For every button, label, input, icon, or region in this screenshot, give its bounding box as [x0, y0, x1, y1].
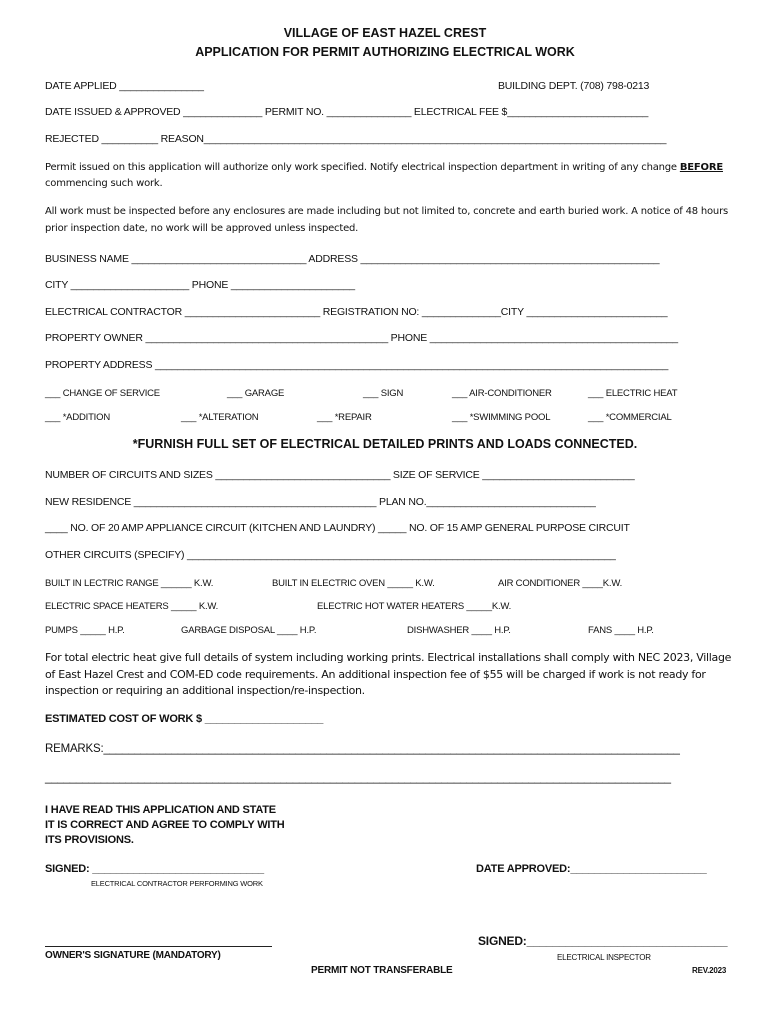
statement-line-3: ITS PROVISIONS.: [45, 834, 134, 846]
date-issued-row[interactable]: DATE ISSUED & APPROVED ______________ PERMIT NO. _______________ ELECTRICAL FEE $_________________________: [45, 106, 649, 118]
property-address-field[interactable]: PROPERTY ADDRESS ___________________________________________________________________________________________: [45, 359, 669, 371]
permit-notice: Permit issued on this application will authorize only work specified. Notify electrical inspection department in writing of any change BEFORE commencing such work.: [45, 162, 723, 189]
air-conditioner-kw-field[interactable]: AIR CONDITIONER ____K.W.: [498, 578, 623, 589]
inspector-caption: ELECTRICAL INSPECTOR: [557, 953, 651, 962]
check-electric-heat[interactable]: ___ ELECTRIC HEAT: [588, 388, 678, 399]
electrical-contractor-field[interactable]: ELECTRICAL CONTRACTOR ________________________ REGISTRATION NO: ______________CITY _________________________: [45, 306, 668, 318]
remarks-line-2[interactable]: _____________________________________________________________________________________________________: [45, 772, 671, 784]
property-owner-field[interactable]: PROPERTY OWNER ___________________________________________ PHONE ____________________________________________: [45, 332, 678, 344]
city-phone-field[interactable]: CITY _____________________ PHONE ______________________: [45, 279, 355, 291]
owner-signature-label: OWNER'S SIGNATURE (MANDATORY): [45, 950, 221, 961]
check-addition[interactable]: ___ *ADDITION: [45, 412, 110, 423]
not-transferable-notice: PERMIT NOT TRANSFERABLE: [311, 965, 453, 976]
furnish-prints-heading: *FURNISH FULL SET OF ELECTRICAL DETAILED PRINTS AND LOADS CONNECTED.: [132, 437, 638, 451]
date-approved-field[interactable]: DATE APPROVED:_______________________: [476, 863, 707, 875]
remarks-field[interactable]: REMARKS:_____________________________________________________________________________________________: [45, 743, 680, 755]
check-garage[interactable]: ___ GARAGE: [227, 388, 285, 399]
rejected-row[interactable]: REJECTED __________ REASON__________________________________________________________________________________: [45, 133, 667, 145]
date-applied-field[interactable]: DATE APPLIED _______________: [45, 80, 204, 92]
statement-line-2: IT IS CORRECT AND AGREE TO COMPLY WITH: [45, 819, 285, 831]
business-name-field[interactable]: BUSINESS NAME _______________________________ ADDRESS _____________________________________________________: [45, 253, 660, 265]
space-heaters-field[interactable]: ELECTRIC SPACE HEATERS _____ K.W.: [45, 601, 219, 612]
before-emphasis: BEFORE: [679, 162, 723, 173]
contractor-signature-caption: ELECTRICAL CONTRACTOR PERFORMING WORK: [91, 879, 263, 888]
other-circuits-field[interactable]: OTHER CIRCUITS (SPECIFY) ____________________________________________________________________________: [45, 549, 616, 561]
amp-circuits-field[interactable]: ____ NO. OF 20 AMP APPLIANCE CIRCUIT (KITCHEN AND LAUNDRY) _____ NO. OF 15 AMP GENERAL PURPOSE CIRCUIT: [45, 522, 630, 534]
new-residence-field[interactable]: NEW RESIDENCE ___________________________________________ PLAN NO.______________________________: [45, 496, 596, 508]
circuits-sizes-field[interactable]: NUMBER OF CIRCUITS AND SIZES _______________________________ SIZE OF SERVICE ___________________________: [45, 469, 635, 481]
estimated-cost-field[interactable]: ESTIMATED COST OF WORK $ ____________________: [45, 713, 324, 725]
dishwasher-field[interactable]: DISHWASHER ____ H.P.: [407, 625, 511, 636]
check-sign[interactable]: ___ SIGN: [363, 388, 404, 399]
revision-label: REV.2023: [692, 966, 727, 975]
check-alteration[interactable]: ___ *ALTERATION: [181, 412, 259, 423]
check-change-of-service[interactable]: ___ CHANGE OF SERVICE: [45, 388, 160, 399]
inspection-notice: All work must be inspected before any enclosures are made including but not limited to, concrete and earth buried work. A notice of 48 hours prior inspection date, no work will be approved unless inspected.: [45, 206, 728, 234]
hot-water-heaters-field[interactable]: ELECTRIC HOT WATER HEATERS _____K.W.: [317, 601, 512, 612]
form-title: APPLICATION FOR PERMIT AUTHORIZING ELECTRICAL WORK: [195, 45, 575, 59]
pumps-field[interactable]: PUMPS _____ H.P.: [45, 625, 125, 636]
electric-oven-field[interactable]: BUILT IN ELECTRIC OVEN _____ K.W.: [272, 578, 435, 589]
electric-heat-notice: For total electric heat give full details of system including working prints. Electrical installations shall comply with NEC 2023, Village of East Hazel Crest and COM-ED code requirements. An additional inspection fee of $55 will be charged if work is not ready for inspection or requiring an additional inspection/re-inspection.: [45, 651, 732, 697]
garbage-disposal-field[interactable]: GARBAGE DISPOSAL ____ H.P.: [181, 625, 317, 636]
inspector-signature-field[interactable]: SIGNED:_______________________________: [478, 934, 728, 948]
electric-range-field[interactable]: BUILT IN LECTRIC RANGE ______ K.W.: [45, 578, 214, 589]
check-air-conditioner[interactable]: ___ AIR-CONDITIONER: [452, 388, 552, 399]
village-title: VILLAGE OF EAST HAZEL CREST: [283, 26, 487, 40]
check-repair[interactable]: ___ *REPAIR: [317, 412, 372, 423]
check-swimming-pool[interactable]: ___ *SWIMMING POOL: [452, 412, 551, 423]
owner-signature-line[interactable]: [45, 946, 272, 947]
contractor-signature-field[interactable]: SIGNED: _____________________________: [45, 863, 264, 875]
check-commercial[interactable]: ___ *COMMERCIAL: [588, 412, 672, 423]
fans-field[interactable]: FANS ____ H.P.: [588, 625, 654, 636]
building-dept-phone: BUILDING DEPT. (708) 798-0213: [498, 80, 650, 92]
statement-line-1: I HAVE READ THIS APPLICATION AND STATE: [45, 804, 276, 816]
